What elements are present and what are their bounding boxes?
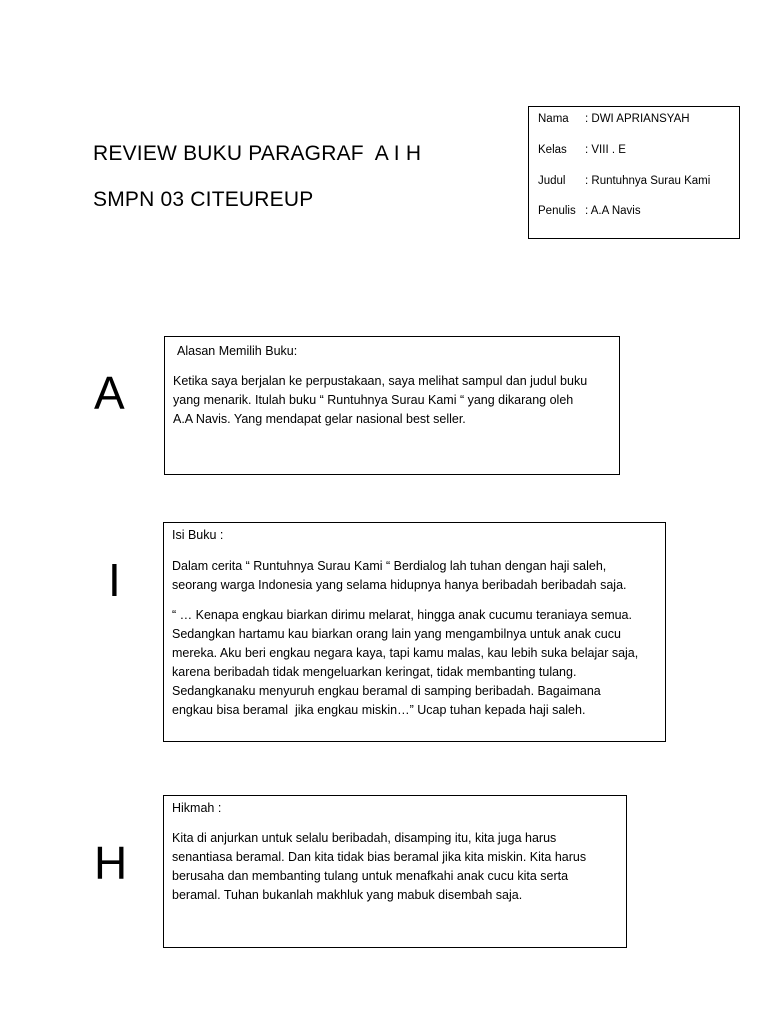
section-paragraph xyxy=(173,372,587,429)
text-line: yang menarik. Itulah buku “ Runtuhnya Surau Kami “ yang dikarang oleh xyxy=(173,393,574,407)
section-paragraph xyxy=(172,829,586,905)
text-line: Dalam cerita “ Runtuhnya Surau Kami “ Berdialog lah tuhan dengan haji saleh, xyxy=(172,559,607,573)
section-alasan xyxy=(164,336,620,475)
section-heading: Alasan Memilih Buku: xyxy=(177,344,298,358)
text-line: seorang warga Indonesia yang selama hidupnya hanya beribadah beribadah saja. xyxy=(172,578,627,592)
info-label: Penulis xyxy=(538,205,576,217)
text-line: Sedangkanaku menyuruh engkau beramal di samping beribadah. Bagaimana xyxy=(172,684,601,698)
section-paragraph xyxy=(172,557,627,595)
section-letter-i: I xyxy=(108,554,121,606)
info-row-judul xyxy=(538,175,710,187)
text-line: karena beribadah tidak mengeluarkan keringat, tidak membanting tulang. xyxy=(172,665,577,679)
info-label: Nama xyxy=(538,113,569,125)
text-line: Ketika saya berjalan ke perpustakaan, saya melihat sampul dan judul buku xyxy=(173,374,588,388)
text-line: beramal. Tuhan bukanlah makhluk yang mabuk disembah saja. xyxy=(172,888,523,902)
section-hikmah xyxy=(163,795,627,948)
student-info-box xyxy=(528,106,740,239)
text-line: mereka. Aku beri engkau negara kaya, tapi kamu malas, kau lebih suka belajar saja, xyxy=(172,646,639,660)
section-heading: Isi Buku : xyxy=(172,528,224,542)
info-row-penulis xyxy=(538,205,641,217)
section-paragraph xyxy=(172,606,638,720)
info-row-nama xyxy=(538,113,690,125)
info-label: Judul xyxy=(538,175,566,187)
info-row-kelas xyxy=(538,144,626,156)
school-name: SMPN 03 CITEUREUP xyxy=(93,188,314,211)
text-line: engkau bisa beramal jika engkau miskin…” Ucap tuhan kepada haji saleh. xyxy=(172,703,586,717)
info-value: : DWI APRIANSYAH xyxy=(585,113,690,125)
info-value: : Runtuhnya Surau Kami xyxy=(585,175,711,187)
section-letter-h: H xyxy=(94,837,128,889)
section-letter-a: A xyxy=(94,367,125,419)
section-heading: Hikmah : xyxy=(172,801,222,815)
text-line: senantiasa beramal. Dan kita tidak bias beramal jika kita miskin. Kita harus xyxy=(172,850,587,864)
page-title: REVIEW BUKU PARAGRAF A I H xyxy=(93,142,422,165)
info-value: : A.A Navis xyxy=(585,205,641,217)
info-value: : VIII . E xyxy=(585,144,626,156)
info-label: Kelas xyxy=(538,144,567,156)
text-line: Sedangkan hartamu kau biarkan orang lain yang mengambilnya untuk anak cucu xyxy=(172,627,621,641)
text-line: Kita di anjurkan untuk selalu beribadah, disamping itu, kita juga harus xyxy=(172,831,557,845)
text-line: berusaha dan membanting tulang untuk menafkahi anak cucu kita serta xyxy=(172,869,569,883)
text-line: A.A Navis. Yang mendapat gelar nasional best seller. xyxy=(173,412,466,426)
section-isi xyxy=(163,522,666,742)
text-line: “ … Kenapa engkau biarkan dirimu melarat, hingga anak cucumu teraniaya semua. xyxy=(172,608,632,622)
